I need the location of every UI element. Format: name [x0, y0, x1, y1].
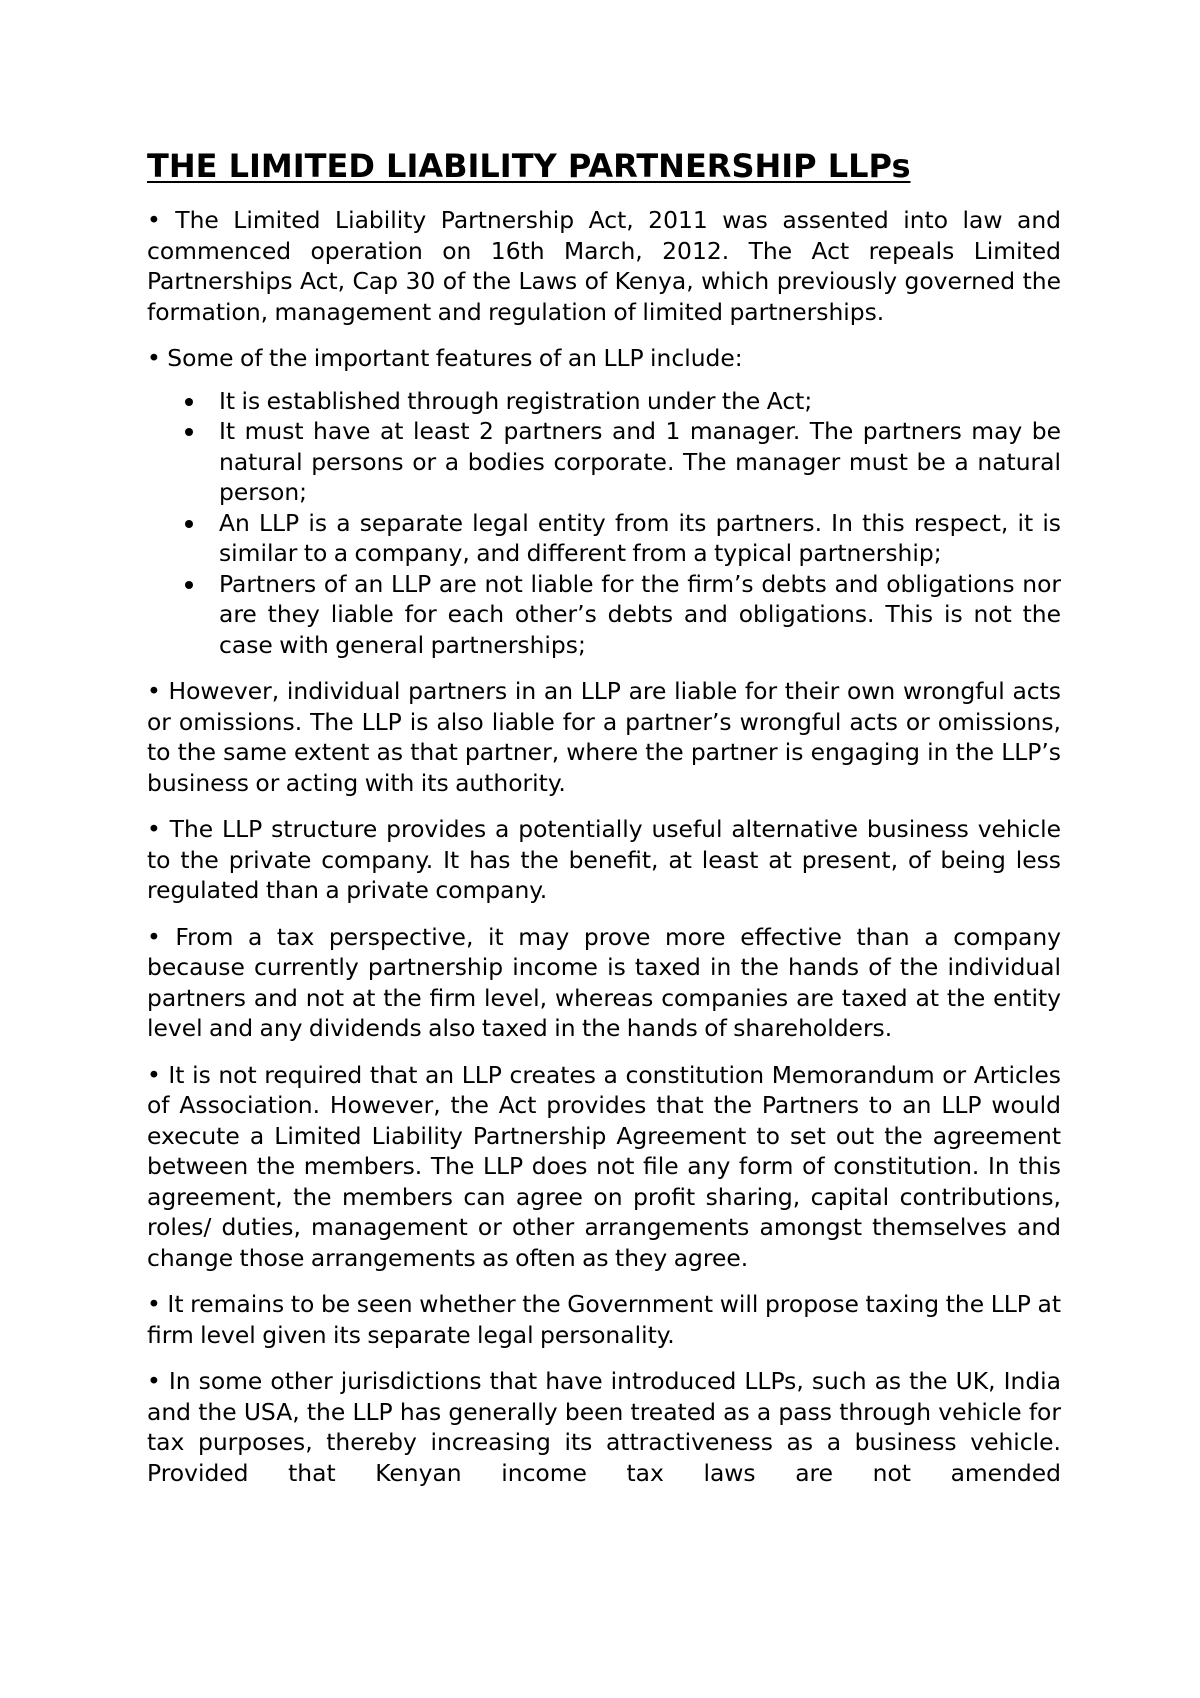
list-item-text: Partners of an LLP are not liable for the firm’s debts and obligations nor are they liable for each other’s debts and obligations. This is not the case with general partnerships; — [219, 569, 1061, 659]
bullet-icon — [185, 581, 193, 589]
paragraph-constitution: • It is not required that an LLP creates a constitution Memorandum or Articles of Association. However, the Act provides that the Partners to an LLP would execute a Limited Liability Partnership Agreement to set out the agreement between the members. The LLP does not file any form of constitution. In this agreement, the members can agree on profit sharing, capital contributions, roles/ duties, management or other arrangements amongst themselves and change those arrangements as often as they agree. — [147, 1060, 1061, 1272]
list-item — [147, 416, 1061, 508]
list-item — [147, 569, 1061, 661]
document-body — [147, 205, 1061, 1504]
paragraph-features-intro: • Some of the important features of an LLP include: — [147, 344, 743, 372]
paragraph-tax-perspective: • From a tax perspective, it may prove more effective than a company because currently partnership income is taxed in the hands of the individual partners and not at the firm level, whereas companies are taxed at the entity level and any dividends also taxed in the hands of shareholders. — [147, 922, 1061, 1042]
list-item — [147, 386, 1061, 417]
document-title: THE LIMITED LIABILITY PARTNERSHIP LLPs — [147, 147, 911, 185]
list-item-text: It is established through registration under the Act; — [219, 386, 813, 415]
list-item — [147, 508, 1061, 569]
paragraph-government-taxing: • It remains to be seen whether the Government will propose taxing the LLP at firm level given its separate legal personality. — [147, 1290, 1061, 1349]
list-item-text: An LLP is a separate legal entity from its partners. In this respect, it is similar to a company, and different from a typical partnership; — [219, 508, 1061, 567]
paragraph-alternative-vehicle: • The LLP structure provides a potentially useful alternative business vehicle to the private company. It has the benefit, at least at present, of being less regulated than a private company. — [147, 815, 1061, 904]
bullet-icon — [185, 428, 193, 436]
bullet-icon — [185, 398, 193, 406]
list-item-text: It must have at least 2 partners and 1 manager. The partners may be natural persons or a bodies corporate. The manager must be a natural person; — [219, 417, 1061, 506]
paragraph-other-jurisdictions: • In some other jurisdictions that have introduced LLPs, such as the UK, India and the USA, the LLP has generally been treated as a pass through vehicle for tax purposes, thereby increasing its attractiveness as a business vehicle. Provided that Kenyan income tax laws are not amended — [147, 1367, 1061, 1487]
paragraph-partner-liability: • However, individual partners in an LLP are liable for their own wrongful acts or omissions. The LLP is also liable for a partner’s wrongful acts or omissions, to the same extent as that partner, where the partner is engaging in the LLP’s business or acting with its authority. — [147, 677, 1061, 797]
features-list — [147, 386, 1061, 661]
paragraph-llp-act: • The Limited Liability Partnership Act, 2011 was assented into law and commenced operation on 16th March, 2012. The Act repeals Limited Partnerships Act, Cap 30 of the Laws of Kenya, which previously governed the formation, management and regulation of limited partnerships. — [147, 206, 1061, 326]
bullet-icon — [185, 520, 193, 528]
